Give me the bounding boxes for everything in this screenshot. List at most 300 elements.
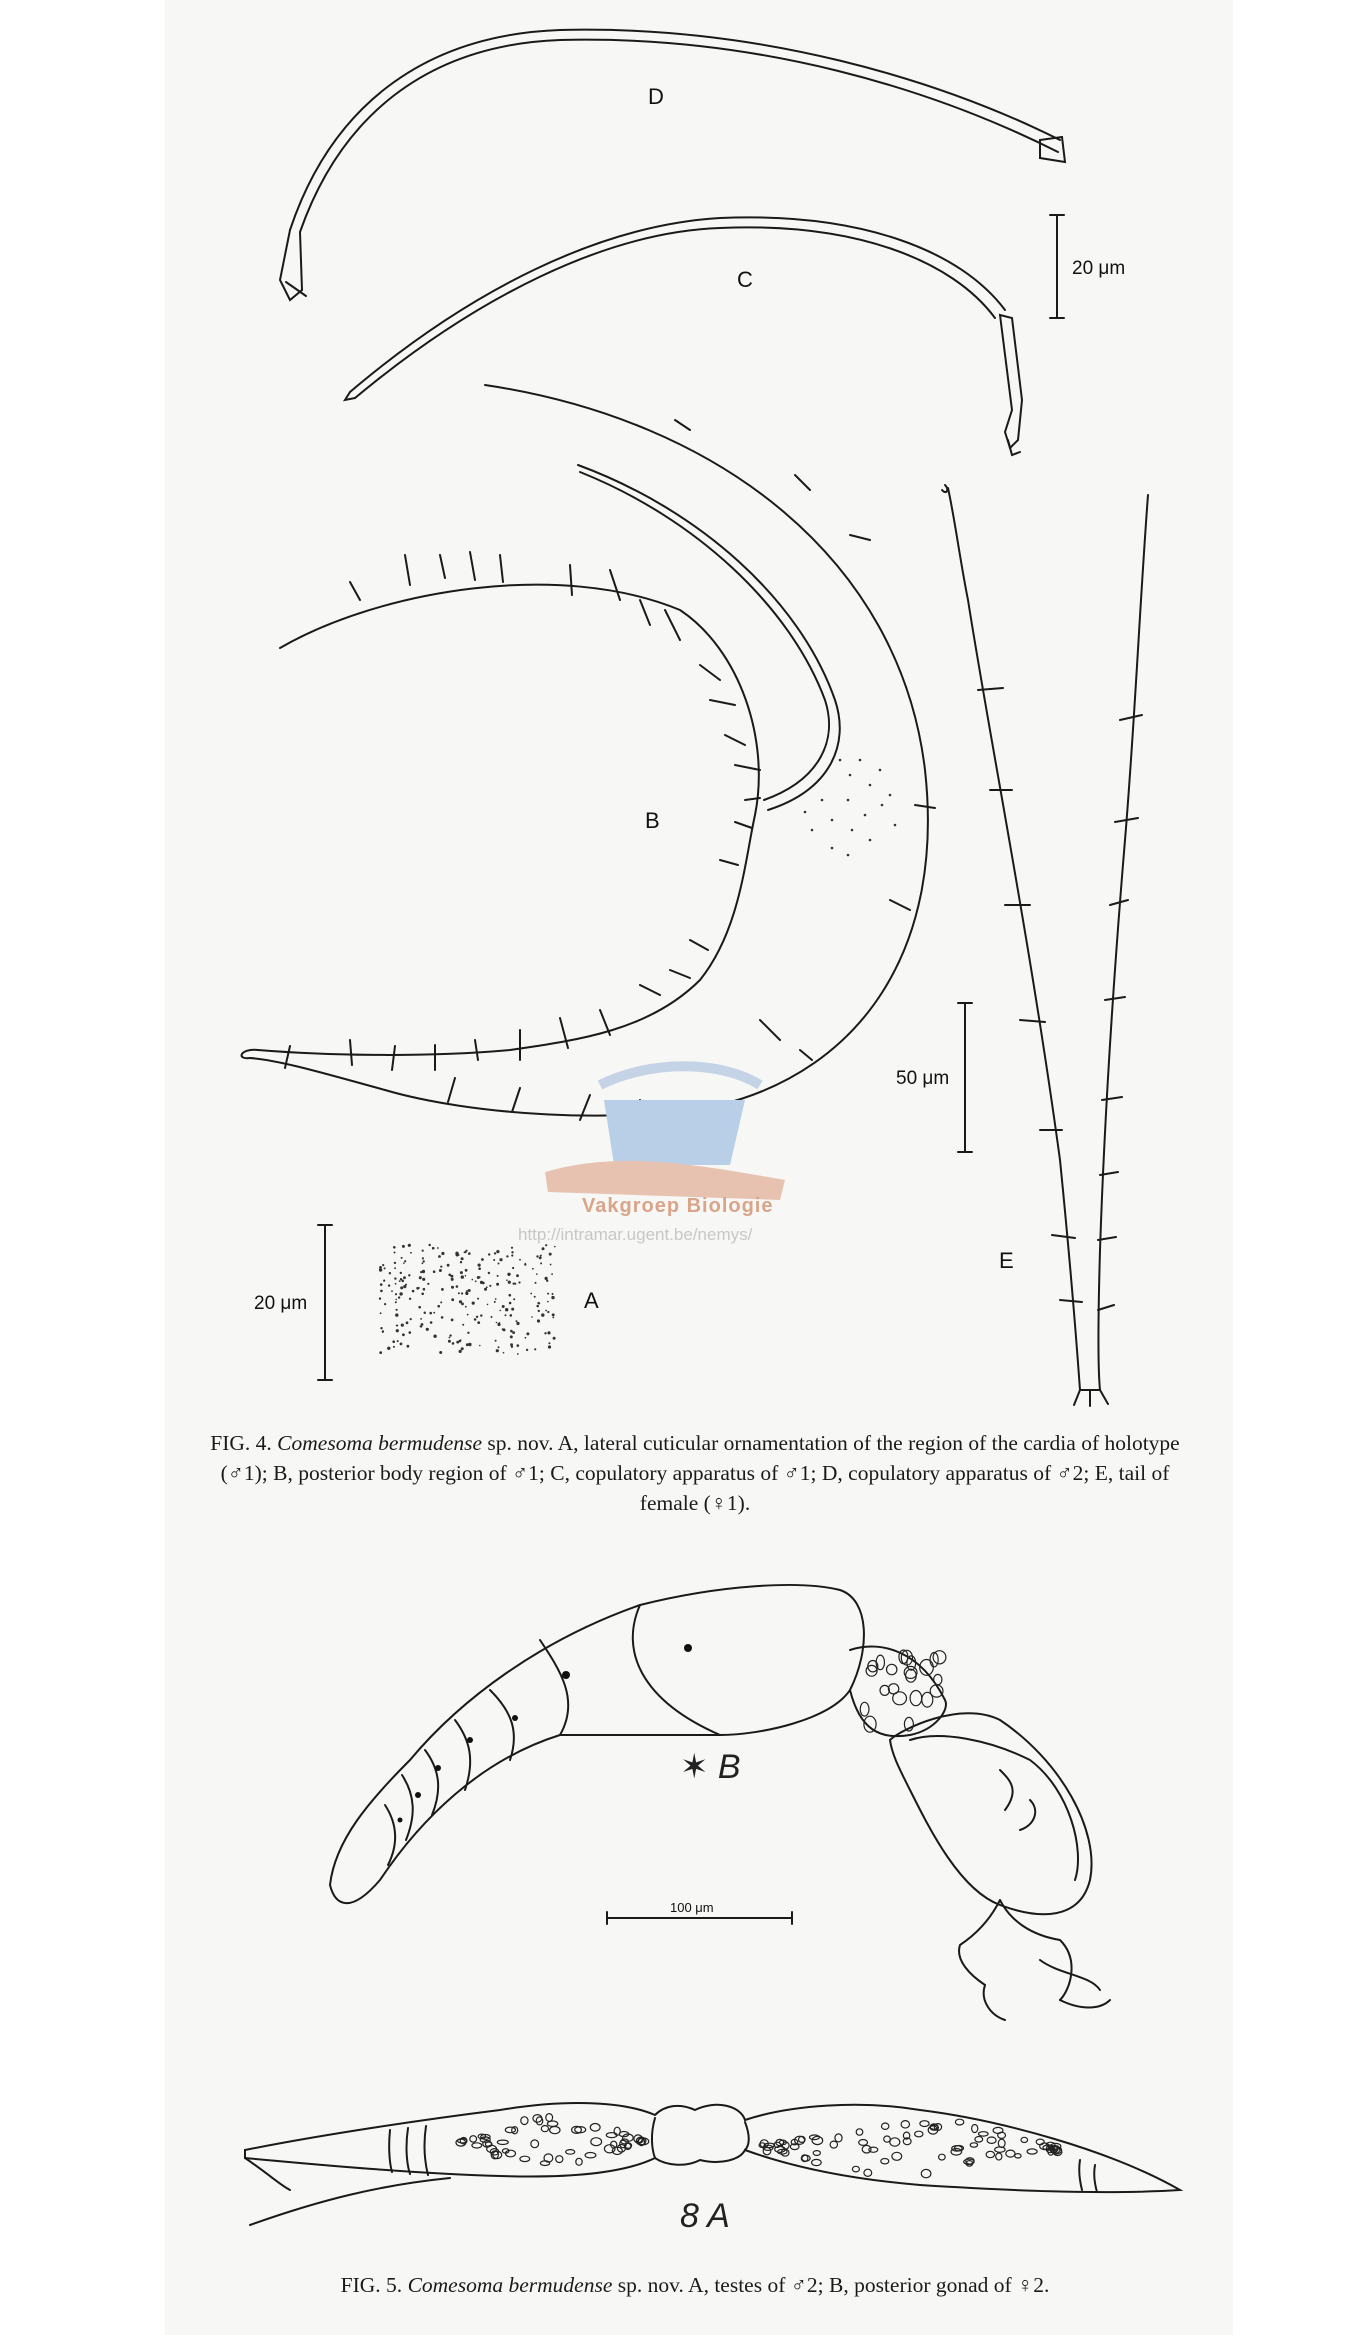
stipple-dot xyxy=(477,1298,479,1300)
scale-bar-be xyxy=(958,1003,972,1152)
stipple-dot xyxy=(505,1308,508,1311)
stipple-dot xyxy=(433,1312,435,1314)
stipple-dot xyxy=(399,1292,402,1295)
stipple-dot xyxy=(441,1316,444,1319)
stipple-dot xyxy=(462,1324,464,1326)
stipple-dot xyxy=(496,1283,499,1286)
cell xyxy=(521,2117,528,2125)
stipple-dot xyxy=(409,1298,411,1300)
stipple-dot xyxy=(494,1252,496,1254)
stipple-dot xyxy=(481,1258,484,1261)
cell xyxy=(763,2147,771,2154)
stipple-dot xyxy=(498,1346,500,1348)
stipple-dot xyxy=(388,1284,390,1286)
stipple-dot xyxy=(439,1269,442,1272)
stipple-dot xyxy=(461,1347,464,1350)
stipple-dot xyxy=(451,1319,454,1322)
stipple-dot xyxy=(429,1244,431,1246)
figure-5-caption xyxy=(200,2270,1190,2300)
stipple-dot xyxy=(382,1331,384,1333)
stipple-dot xyxy=(437,1305,440,1308)
figure-5-caption-text: sp. nov. A, testes of ♂2; B, posterior gonad of ♀2. xyxy=(617,2273,1050,2297)
cell xyxy=(995,2147,1005,2152)
cell xyxy=(921,2169,931,2177)
cell xyxy=(864,2169,872,2176)
cell xyxy=(882,2123,889,2129)
cell xyxy=(1015,2154,1021,2158)
stipple-dot xyxy=(422,1257,424,1259)
stipple-dot xyxy=(395,1299,397,1301)
cell xyxy=(835,2134,842,2142)
stipple-dot xyxy=(511,1308,514,1311)
stipple-dot xyxy=(488,1272,490,1274)
stipple-dot xyxy=(429,1312,432,1315)
cell xyxy=(892,2152,902,2160)
stipple-dot xyxy=(403,1276,406,1279)
stipple-dot xyxy=(419,1277,421,1279)
cell xyxy=(901,2121,909,2128)
stipple-dot xyxy=(456,1285,459,1288)
stipple-dot xyxy=(509,1294,512,1297)
cell xyxy=(934,1674,942,1684)
stipple-dot xyxy=(496,1322,498,1324)
stipple-dot xyxy=(441,1252,444,1255)
stipple-dot xyxy=(461,1303,464,1306)
stipple-dot xyxy=(418,1287,420,1289)
scale-label-be: 50 μm xyxy=(896,1068,950,1089)
stipple-dot xyxy=(409,1331,412,1334)
stipple-dot xyxy=(420,1271,422,1273)
cell xyxy=(869,2147,878,2152)
fig5-cell-pattern xyxy=(456,1650,1062,2178)
stipple-dot xyxy=(475,1280,477,1282)
stipple-dot xyxy=(552,1293,554,1295)
stipple-dot xyxy=(486,1286,488,1288)
stipple-dot xyxy=(396,1309,398,1311)
stipple-dot xyxy=(392,1340,395,1343)
stipple-dot xyxy=(465,1275,467,1277)
stipple-dot xyxy=(468,1289,471,1292)
stipple-dot xyxy=(421,1323,424,1326)
stipple-dot xyxy=(510,1330,513,1333)
stipple-dot xyxy=(380,1290,383,1293)
stipple-dot xyxy=(472,1302,475,1305)
stipple-dot xyxy=(401,1257,403,1259)
stipple-dot xyxy=(394,1267,396,1269)
figure-4-caption-text: sp. nov. A, lateral cuticular ornamentation of the region of the cardia of holotype (♂1); B, posterior body region of ♂1; C, copulatory apparatus of ♂1; D, copulatory apparatus of ♂2; E, tail of female (♀1). xyxy=(220,1431,1180,1515)
stipple-dot xyxy=(477,1321,480,1324)
figure-5-label: FIG. 5. xyxy=(340,2273,403,2297)
scale-label-a: 20 μm xyxy=(254,1293,308,1314)
stipple-dot xyxy=(540,1255,542,1257)
label-b: B xyxy=(645,808,660,833)
stipple-dot xyxy=(408,1274,410,1276)
cell xyxy=(497,2140,508,2144)
stipple-dot xyxy=(460,1339,462,1341)
stipple-dot xyxy=(440,1266,442,1268)
label-c: C xyxy=(737,267,753,292)
stipple-dot xyxy=(397,1340,399,1342)
cell xyxy=(505,2127,515,2133)
cell xyxy=(955,2119,963,2125)
stipple-dot xyxy=(395,1313,398,1316)
stipple-dot xyxy=(510,1343,513,1346)
stipple-dot xyxy=(396,1325,398,1327)
scale-label-cd: 20 μm xyxy=(1072,258,1126,279)
cell xyxy=(541,2126,548,2132)
stipple-dot xyxy=(517,1344,520,1347)
stipple-dot xyxy=(538,1310,540,1312)
stipple-dot xyxy=(478,1267,481,1270)
cell xyxy=(1036,2139,1044,2145)
stipple-dot xyxy=(395,1301,397,1303)
fig5-hand-label-b: ✶ B xyxy=(680,1748,741,1786)
stipple-dot xyxy=(512,1331,515,1334)
cell xyxy=(975,2137,983,2143)
stipple-dot xyxy=(536,1273,538,1275)
stipple-dot xyxy=(547,1331,550,1334)
stipple-dot xyxy=(421,1293,424,1296)
stipple-dot xyxy=(503,1328,506,1331)
panel-b-stipple xyxy=(804,759,897,857)
cell xyxy=(987,2137,996,2143)
panel-a-ornamentation xyxy=(379,1244,556,1355)
stipple-dot xyxy=(513,1298,515,1300)
stipple-dot xyxy=(407,1345,410,1348)
stipple-dot xyxy=(380,1327,382,1329)
panel-e-tail xyxy=(942,485,1148,1406)
stipple-dot xyxy=(441,1288,444,1291)
stipple-dot xyxy=(495,1298,497,1300)
stipple-dot xyxy=(489,1285,491,1287)
stipple-dot xyxy=(536,1305,539,1308)
stipple-dot xyxy=(400,1286,403,1289)
stipple-dot xyxy=(461,1257,464,1260)
stipple-dot xyxy=(478,1264,481,1267)
stipple-dot xyxy=(496,1349,499,1352)
stipple-dot xyxy=(389,1272,391,1274)
stipple-dot xyxy=(506,1255,508,1257)
stipple-dot xyxy=(493,1259,495,1261)
stipple-dot xyxy=(547,1311,549,1313)
stipple-dot xyxy=(379,1297,381,1299)
stipple-dot xyxy=(398,1296,400,1298)
stipple-dot xyxy=(379,1268,382,1271)
figure-4-label: FIG. 4. xyxy=(210,1431,272,1455)
stipple-dot xyxy=(451,1298,454,1301)
stipple-dot xyxy=(393,1346,395,1348)
stipple-dot xyxy=(404,1260,406,1262)
scale-bar-cd xyxy=(1050,215,1064,318)
stipple-dot xyxy=(467,1332,469,1334)
stipple-dot xyxy=(545,1244,547,1246)
cell xyxy=(472,2143,482,2148)
stipple-dot xyxy=(551,1296,554,1299)
stipple-dot xyxy=(380,1312,382,1314)
label-d: D xyxy=(648,84,664,109)
stipple-dot xyxy=(548,1345,551,1348)
cell xyxy=(876,1655,884,1670)
stipple-dot xyxy=(539,1257,542,1260)
cell xyxy=(906,1669,917,1682)
cell xyxy=(979,2132,989,2136)
cell xyxy=(852,2166,859,2172)
stipple-dot xyxy=(534,1348,536,1350)
stipple-dot xyxy=(480,1314,482,1316)
cell xyxy=(860,1702,869,1716)
cell xyxy=(998,2139,1005,2147)
stipple-dot xyxy=(400,1278,402,1280)
stipple-dot xyxy=(380,1283,383,1286)
stipple-dot xyxy=(423,1288,426,1291)
stipple-dot xyxy=(536,1255,538,1257)
stipple-dot xyxy=(461,1275,464,1278)
stipple-dot xyxy=(408,1244,411,1247)
stipple-dot xyxy=(430,1321,433,1324)
cell xyxy=(470,2136,477,2142)
fig5-nuclei xyxy=(398,1644,693,1823)
stipple-dot xyxy=(382,1264,384,1266)
stipple-dot xyxy=(547,1301,549,1303)
stipple-dot xyxy=(395,1293,397,1295)
stipple-dot xyxy=(394,1262,396,1264)
stipple-dot xyxy=(541,1313,544,1316)
stipple-dot xyxy=(497,1323,500,1326)
stipple-dot xyxy=(549,1253,552,1256)
stipple-dot xyxy=(427,1283,429,1285)
stipple-dot xyxy=(451,1286,454,1289)
stipple-dot xyxy=(511,1247,513,1249)
stipple-dot xyxy=(460,1261,462,1263)
stipple-dot xyxy=(526,1332,529,1335)
cell xyxy=(1021,2137,1028,2142)
stipple-dot xyxy=(396,1329,399,1332)
stipple-dot xyxy=(433,1335,436,1338)
stipple-dot xyxy=(438,1255,441,1258)
stipple-dot xyxy=(449,1334,451,1336)
stipple-dot xyxy=(497,1275,499,1277)
stipple-dot xyxy=(480,1281,483,1284)
stipple-dot xyxy=(516,1274,519,1277)
stipple-dot xyxy=(383,1280,385,1282)
stipple-dot xyxy=(551,1273,553,1275)
stipple-dot xyxy=(458,1292,460,1294)
stipple-dot xyxy=(399,1280,401,1282)
stipple-dot xyxy=(472,1279,474,1281)
stipple-dot xyxy=(422,1278,425,1281)
cell xyxy=(591,2138,602,2146)
cell xyxy=(856,2129,863,2135)
stipple-dot xyxy=(422,1250,424,1252)
stipple-dot xyxy=(548,1342,550,1344)
cell xyxy=(520,2156,530,2161)
cell xyxy=(813,2151,820,2156)
stipple-dot xyxy=(479,1345,481,1347)
stipple-dot xyxy=(553,1337,556,1340)
stipple-dot xyxy=(526,1349,528,1351)
fig5-hand-label-a: 8 A xyxy=(680,2197,730,2235)
cell xyxy=(890,2138,900,2146)
label-e: E xyxy=(999,1248,1014,1273)
stipple-dot xyxy=(542,1247,545,1250)
stipple-dot xyxy=(516,1322,519,1325)
cell xyxy=(556,2156,563,2163)
stipple-dot xyxy=(513,1283,515,1285)
panel-b-body xyxy=(242,385,935,1120)
stipple-dot xyxy=(455,1252,458,1255)
stipple-dot xyxy=(552,1313,555,1316)
stipple-dot xyxy=(474,1318,477,1321)
stipple-dot xyxy=(511,1251,513,1253)
stipple-dot xyxy=(494,1301,496,1303)
stipple-dot xyxy=(422,1270,425,1273)
stipple-dot xyxy=(418,1306,421,1309)
stipple-dot xyxy=(502,1305,505,1308)
panel-d-spicule xyxy=(280,30,1065,300)
stipple-dot xyxy=(447,1264,450,1267)
stipple-dot xyxy=(400,1343,403,1346)
stipple-dot xyxy=(405,1284,407,1286)
cell xyxy=(812,2159,822,2165)
stipple-dot xyxy=(516,1320,518,1322)
fig5-scale-label: 100 μm xyxy=(670,1900,714,1915)
stipple-dot xyxy=(537,1319,540,1322)
stipple-dot xyxy=(449,1337,451,1339)
stipple-dot xyxy=(517,1353,519,1355)
stipple-dot xyxy=(518,1281,520,1283)
label-a: A xyxy=(584,1288,599,1313)
scale-bar-a xyxy=(318,1225,332,1380)
stipple-dot xyxy=(406,1321,409,1324)
stipple-dot xyxy=(552,1317,554,1319)
stipple-dot xyxy=(525,1337,527,1339)
stipple-dot xyxy=(506,1279,508,1281)
stipple-dot xyxy=(402,1333,405,1336)
stipple-dot xyxy=(403,1262,405,1264)
cell xyxy=(859,2140,868,2146)
stipple-dot xyxy=(532,1268,534,1270)
stipple-dot xyxy=(534,1296,536,1298)
stipple-dot xyxy=(535,1282,537,1284)
stipple-dot xyxy=(505,1314,507,1316)
cell xyxy=(939,2154,946,2160)
cell xyxy=(546,2114,553,2122)
stipple-dot xyxy=(544,1332,546,1334)
figure-4-caption xyxy=(200,1428,1190,1518)
stipple-dot xyxy=(503,1352,505,1354)
stipple-dot xyxy=(545,1310,547,1312)
stipple-dot xyxy=(410,1318,412,1320)
stipple-dot xyxy=(394,1252,396,1254)
panel-c-spicule xyxy=(345,217,1022,455)
stipple-dot xyxy=(476,1316,478,1318)
stipple-dot xyxy=(499,1310,501,1312)
stipple-dot xyxy=(448,1274,451,1277)
stipple-dot xyxy=(402,1245,405,1248)
figure-4-species: Comesoma bermudense xyxy=(277,1431,482,1455)
stipple-dot xyxy=(512,1267,514,1269)
stipple-dot xyxy=(459,1350,462,1353)
cell xyxy=(812,2136,823,2144)
stipple-dot xyxy=(511,1254,513,1256)
fig5-panel-b-gonad xyxy=(330,1585,1110,2020)
stipple-dot xyxy=(468,1343,471,1346)
stipple-dot xyxy=(379,1351,382,1354)
cell xyxy=(970,2143,977,2147)
stipple-dot xyxy=(387,1347,390,1350)
cell xyxy=(576,2158,582,2165)
stipple-dot xyxy=(545,1277,548,1280)
stipple-dot xyxy=(452,1342,455,1345)
cell xyxy=(531,2140,539,2148)
stipple-dot xyxy=(510,1314,513,1317)
stipple-dot xyxy=(507,1273,510,1276)
cell xyxy=(585,2153,596,2158)
stipple-dot xyxy=(550,1264,552,1266)
stipple-dot xyxy=(400,1272,402,1274)
stipple-dot xyxy=(448,1340,451,1343)
stipple-dot xyxy=(451,1278,454,1281)
stipple-dot xyxy=(467,1314,469,1316)
stipple-dot xyxy=(468,1252,471,1255)
stipple-dot xyxy=(465,1269,468,1272)
cell xyxy=(802,2155,810,2161)
stipple-dot xyxy=(531,1316,533,1318)
cell xyxy=(910,1691,922,1706)
stipple-dot xyxy=(432,1247,435,1250)
cell xyxy=(996,2153,1002,2160)
stipple-dot xyxy=(496,1250,499,1253)
stipple-dot xyxy=(394,1277,396,1279)
stipple-dot xyxy=(508,1281,511,1284)
stipple-dot xyxy=(464,1251,466,1253)
stipple-dot xyxy=(384,1267,386,1269)
stipple-dot xyxy=(437,1247,439,1249)
stipple-dot xyxy=(401,1324,404,1327)
stipple-dot xyxy=(538,1302,540,1304)
cell xyxy=(540,2161,549,2166)
stipple-dot xyxy=(479,1276,481,1278)
stipple-dot xyxy=(412,1290,415,1293)
cell xyxy=(550,2127,560,2134)
stipple-dot xyxy=(420,1318,422,1320)
cell xyxy=(887,1664,897,1674)
stipple-dot xyxy=(439,1351,442,1354)
cell xyxy=(972,2125,978,2133)
stipple-dot xyxy=(440,1301,442,1303)
stipple-dot xyxy=(547,1293,549,1295)
stipple-dot xyxy=(466,1292,469,1295)
stipple-dot xyxy=(509,1302,512,1305)
stipple-dot xyxy=(510,1335,513,1338)
stipple-dot xyxy=(498,1263,500,1265)
stipple-dot xyxy=(391,1290,393,1292)
cell xyxy=(1027,2149,1037,2154)
stipple-dot xyxy=(530,1293,532,1295)
stipple-dot xyxy=(410,1252,412,1254)
stipple-dot xyxy=(426,1328,429,1331)
figure-5-species: Comesoma bermudense xyxy=(407,2273,613,2297)
cell xyxy=(590,2124,600,2132)
stipple-dot xyxy=(433,1270,436,1273)
stipple-dot xyxy=(456,1341,459,1344)
stipple-dot xyxy=(422,1262,424,1264)
stipple-dot xyxy=(423,1260,425,1262)
stipple-dot xyxy=(554,1246,556,1248)
watermark-url: http://intramar.ugent.be/nemys/ xyxy=(518,1225,753,1244)
cell xyxy=(915,2131,923,2137)
stipple-dot xyxy=(393,1246,396,1249)
